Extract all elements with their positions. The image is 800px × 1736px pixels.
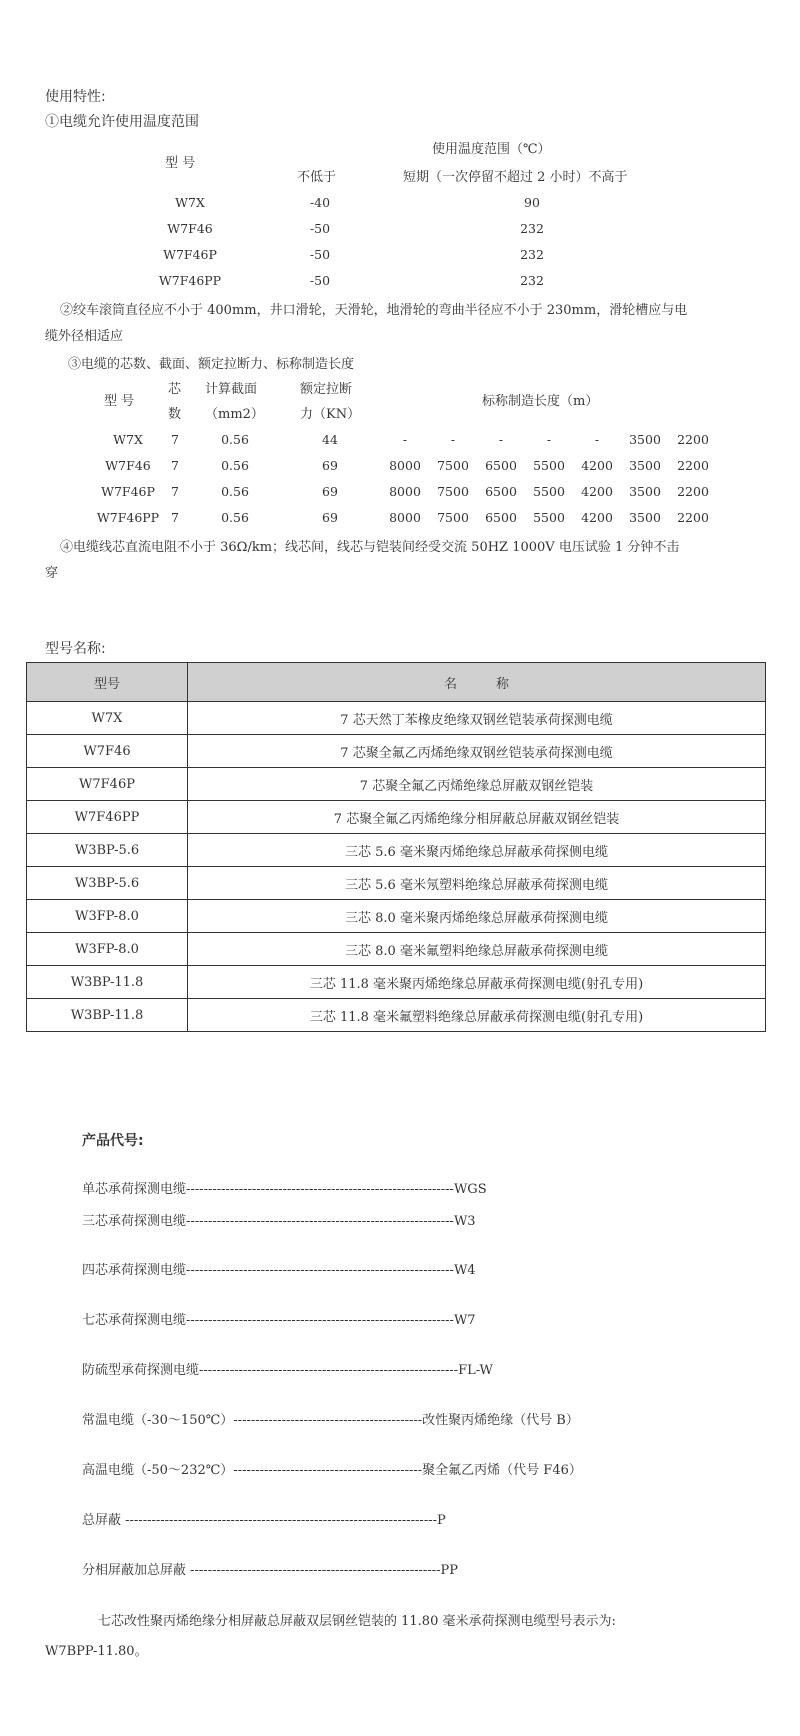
temp-col-model: 型 号 [165, 156, 196, 171]
spec-row-length: 2200 [677, 484, 709, 499]
spec-col-force-1: 额定拉断 [300, 382, 353, 397]
spec-row-length: - [450, 432, 456, 447]
header-code: 型号 [27, 663, 188, 702]
temp-row-min: -50 [309, 247, 331, 262]
resistance-line2: 穿 [45, 566, 59, 581]
temp-row-model: W7F46 [167, 221, 213, 236]
spec-row-length: 7500 [437, 458, 469, 473]
table-row [27, 966, 766, 999]
spec-row-length: 6500 [485, 510, 517, 525]
spec-row-length: 3500 [629, 510, 661, 525]
model-code: W7F46PP [27, 801, 188, 834]
model-code: W7F46P [27, 768, 188, 801]
spec-row-force: 69 [322, 458, 338, 473]
model-code: W3BP-11.8 [27, 999, 188, 1032]
winch-requirement-line1: ②绞车滚筒直径应不小于 400mm，井口滑轮，天滑轮，地滑轮的弯曲半径应不小于 230mm，滑轮槽应与电 [60, 303, 688, 318]
table-row [27, 900, 766, 933]
spec-col-model: 型 号 [104, 394, 135, 409]
model-name: 7 芯天然丁苯橡皮绝缘双钢丝铠装承荷探测电缆 [188, 702, 766, 735]
temp-row-max: 90 [524, 195, 540, 210]
spec-row-length: 2200 [677, 458, 709, 473]
table-row [27, 702, 766, 735]
model-name: 三芯 5.6 毫米聚丙烯绝缘总屏蔽承荷探侧电缆 [188, 834, 766, 867]
model-code: W3FP-8.0 [27, 900, 188, 933]
spec-row-force: 69 [322, 484, 338, 499]
spec-row-length: 7500 [437, 510, 469, 525]
spec-row-length: 8000 [389, 458, 421, 473]
model-name: 三芯 5.6 毫米氖塑料绝缘总屏蔽承荷探测电缆 [188, 867, 766, 900]
code-line: 三芯承荷探测电缆-------------------------------------------------------------W3 [82, 1214, 476, 1229]
temp-col-range: 使用温度范围（℃） [432, 142, 551, 157]
spec-row-length: 4200 [581, 510, 613, 525]
temp-row-model: W7F46PP [158, 273, 222, 288]
code-line: 总屏蔽 -----------------------------------------------------------------------P [82, 1513, 446, 1528]
table-row [27, 768, 766, 801]
model-name: 三芯 11.8 毫米聚丙烯绝缘总屏蔽承荷探测电缆(射孔专用) [188, 966, 766, 999]
code-line: 七芯承荷探测电缆-------------------------------------------------------------W7 [82, 1313, 476, 1328]
model-name: 三芯 8.0 毫米聚丙烯绝缘总屏蔽承荷探测电缆 [188, 900, 766, 933]
model-code: W3BP-5.6 [27, 834, 188, 867]
model-code: W3BP-11.8 [27, 966, 188, 999]
model-name: 三芯 11.8 毫米氟塑料绝缘总屏蔽承荷探测电缆(射孔专用) [188, 999, 766, 1032]
code-line: 常温电缆（-30～150℃）-------------------------------------------改性聚丙烯绝缘（代号 B） [82, 1413, 579, 1428]
spec-row-length: 4200 [581, 458, 613, 473]
spec-row-cores: 7 [171, 510, 179, 525]
spec-row-length: 4200 [581, 484, 613, 499]
example-line1: 七芯改性聚丙烯绝缘分相屏蔽总屏蔽双层钢丝铠装的 11.80 毫米承荷探测电缆型号表示为: [98, 1614, 616, 1629]
spec-col-section-1: 计算截面 [205, 382, 258, 397]
spec-row-length: 5500 [533, 458, 565, 473]
model-name-table [26, 662, 766, 1032]
code-line: 单芯承荷探测电缆-------------------------------------------------------------WGS [82, 1182, 487, 1197]
spec-row-model: W7F46 [105, 458, 151, 473]
models-heading: 型号名称: [45, 641, 106, 657]
spec-row-length: 3500 [629, 432, 661, 447]
table-header-row [27, 663, 766, 702]
spec-row-length: 3500 [629, 458, 661, 473]
spec-row-length: 2200 [677, 510, 709, 525]
model-name: 7 芯聚全氟乙丙烯绝缘总屏蔽双钢丝铠装 [188, 768, 766, 801]
model-name: 7 芯聚全氟乙丙烯绝缘分相屏蔽总屏蔽双钢丝铠装 [188, 801, 766, 834]
spec-row-length: 8000 [389, 510, 421, 525]
table-row [27, 735, 766, 768]
temp-row-min: -50 [309, 221, 331, 236]
table-row [27, 999, 766, 1032]
spec-row-cores: 7 [171, 432, 179, 447]
spec-row-model: W7F46PP [96, 510, 160, 525]
temp-row-max: 232 [520, 247, 544, 262]
model-code: W7X [27, 702, 188, 735]
spec-row-force: 69 [322, 510, 338, 525]
winch-requirement-line2: 缆外径相适应 [45, 329, 124, 344]
temp-row-min: -50 [309, 273, 331, 288]
temp-row-model: W7F46P [163, 247, 217, 262]
spec-row-length: - [498, 432, 504, 447]
spec-row-length: 6500 [485, 458, 517, 473]
spec-row-length: 8000 [389, 484, 421, 499]
codes-heading: 产品代号: [82, 1133, 144, 1149]
spec-row-force: 44 [322, 432, 338, 447]
spec-row-model: W7X [113, 432, 143, 447]
spec-col-cores-1: 芯 [168, 382, 182, 397]
spec-row-cores: 7 [171, 484, 179, 499]
spec-col-cores-2: 数 [168, 407, 182, 422]
spec-row-cores: 7 [171, 458, 179, 473]
temp-row-min: -40 [309, 195, 331, 210]
model-code: W7F46 [27, 735, 188, 768]
spec-row-section: 0.56 [221, 458, 249, 473]
temp-col-short: 短期（一次停留不超过 2 小时）不高于 [403, 170, 628, 185]
spec-row-length: - [594, 432, 600, 447]
spec-row-section: 0.56 [221, 484, 249, 499]
spec-row-section: 0.56 [221, 432, 249, 447]
resistance-line1: ④电缆线芯直流电阻不小于 36Ω/km；线芯间，线芯与铠装间经受交流 50HZ 1000V 电压试验 1 分钟不击 [60, 540, 680, 555]
spec-row-model: W7F46P [101, 484, 155, 499]
table-row [27, 933, 766, 966]
spec-row-length: 5500 [533, 510, 565, 525]
code-line: 防硫型承荷探测电缆-----------------------------------------------------------FL-W [82, 1363, 493, 1378]
table-row [27, 834, 766, 867]
spec-col-section-2: （mm2） [205, 407, 264, 422]
spec-row-length: - [546, 432, 552, 447]
spec-row-section: 0.56 [221, 510, 249, 525]
code-line: 四芯承荷探测电缆-------------------------------------------------------------W4 [82, 1263, 476, 1278]
model-code: W3FP-8.0 [27, 933, 188, 966]
table-row [27, 801, 766, 834]
spec-row-length: 6500 [485, 484, 517, 499]
spec-row-length: - [402, 432, 408, 447]
spec-col-force-2: 力（KN） [300, 407, 361, 422]
example-line2: W7BPP-11.80。 [45, 1644, 148, 1659]
code-line: 分相屏蔽加总屏蔽 ---------------------------------------------------------PP [82, 1563, 459, 1578]
temp-row-model: W7X [175, 195, 205, 210]
spec-row-length: 2200 [677, 432, 709, 447]
spec-title: ③电缆的芯数、截面、额定拉断力、标称制造长度 [68, 357, 355, 372]
temp-row-max: 232 [520, 221, 544, 236]
model-name: 三芯 8.0 毫米氟塑料绝缘总屏蔽承荷探测电缆 [188, 933, 766, 966]
code-line: 高温电缆（-50～232℃）-------------------------------------------聚全氟乙丙烯（代号 F46） [82, 1463, 582, 1478]
spec-row-length: 7500 [437, 484, 469, 499]
usage-heading: 使用特性: [45, 89, 106, 105]
temp-row-max: 232 [520, 273, 544, 288]
header-name: 名 称 [188, 663, 766, 702]
spec-col-length: 标称制造长度（m） [482, 394, 599, 409]
model-code: W3BP-5.6 [27, 867, 188, 900]
spec-row-length: 5500 [533, 484, 565, 499]
temp-col-min: 不低于 [297, 170, 337, 185]
spec-row-length: 3500 [629, 484, 661, 499]
temp-range-title: ①电缆允许使用温度范围 [45, 114, 199, 130]
model-name: 7 芯聚全氟乙丙烯绝缘双钢丝铠装承荷探测电缆 [188, 735, 766, 768]
table-row [27, 867, 766, 900]
